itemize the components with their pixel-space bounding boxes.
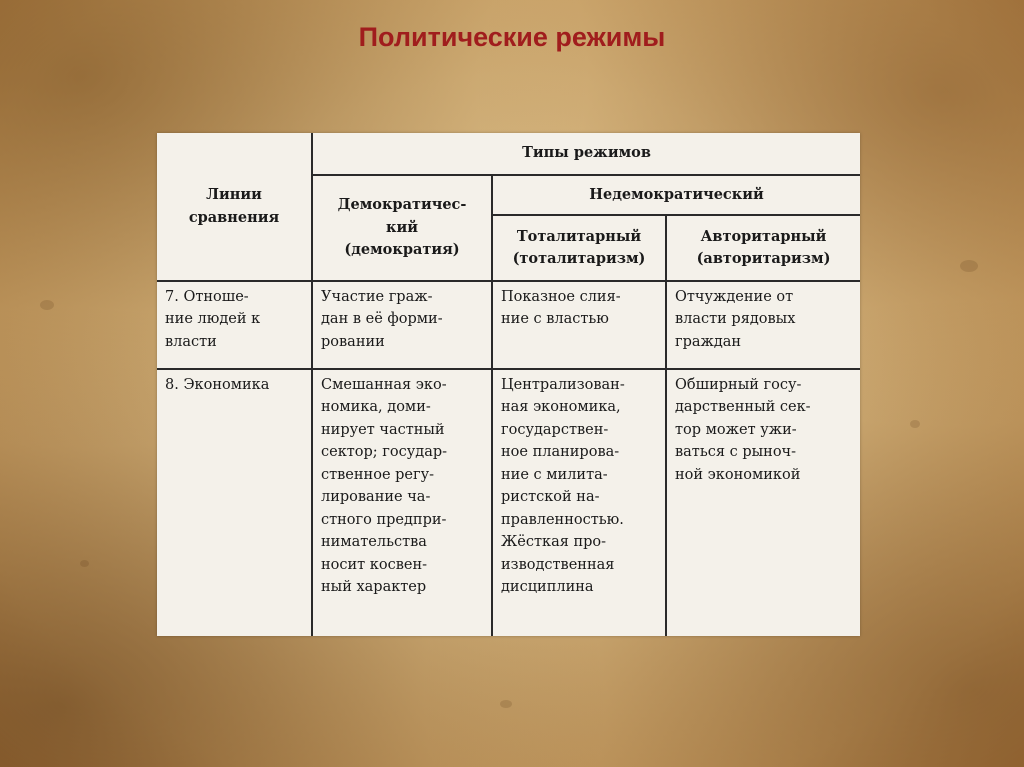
header-totalitarian xyxy=(492,215,666,281)
text-line: 7. Отноше- xyxy=(165,289,249,305)
row-power-relation-democratic xyxy=(312,281,492,369)
regimes-comparison-table xyxy=(157,133,860,636)
text-line: ние с милита- xyxy=(501,466,608,483)
row-power-relation-label xyxy=(157,281,312,369)
text-line: (демократия) xyxy=(344,241,460,259)
comparison-table-sheet xyxy=(157,133,860,636)
text-line: государствен- xyxy=(501,421,609,438)
text-line: граждан xyxy=(675,333,742,350)
row-power-relation-totalitarian xyxy=(492,281,666,369)
row-economy-authoritarian xyxy=(666,369,860,636)
text-line: Отчуждение от xyxy=(675,289,794,305)
text-line: Обширный госу- xyxy=(675,377,802,393)
text-line: ровании xyxy=(321,333,385,350)
text-line: нимательства xyxy=(321,534,427,551)
text-line: лирование ча- xyxy=(321,489,431,506)
header-comparison-lines xyxy=(157,133,312,281)
text-line: сектор; государ- xyxy=(321,444,448,461)
text-line: ристской на- xyxy=(501,489,600,506)
text-line: ние людей к xyxy=(165,311,261,328)
text-line: кий xyxy=(386,218,418,236)
text-line: дарственный сек- xyxy=(675,399,811,416)
text-line: 8. Экономика xyxy=(165,377,270,393)
text-line: Централизован- xyxy=(501,377,625,393)
text-line: изводственная xyxy=(501,556,615,573)
text-line: Тоталитарный xyxy=(516,227,642,245)
text-line: Смешанная эко- xyxy=(321,377,447,393)
text-line: власти рядовых xyxy=(675,311,796,328)
text-line: (авторитаризм) xyxy=(696,250,831,267)
text-line: ние с властью xyxy=(501,311,609,328)
text-line: стного предпри- xyxy=(321,511,447,528)
text-line: правленностью. xyxy=(501,511,624,528)
row-power-relation-authoritarian xyxy=(666,281,860,369)
text-line: ная экономика, xyxy=(501,399,621,416)
text-line: ной экономикой xyxy=(675,466,801,483)
text-line: Линии xyxy=(206,186,262,204)
header-democratic xyxy=(312,175,492,281)
text-line: нирует частный xyxy=(321,421,445,438)
text-line: ваться с рыноч- xyxy=(675,444,797,461)
text-line: Демократичес- xyxy=(337,196,467,214)
text-line: носит косвен- xyxy=(321,556,428,573)
text-line: Участие граж- xyxy=(321,289,433,305)
text-line: ный характер xyxy=(321,579,427,596)
text-line: власти xyxy=(165,333,217,350)
text-line: Жёсткая про- xyxy=(501,534,607,551)
text-line: (тоталитаризм) xyxy=(512,250,646,267)
text-line: номика, доми- xyxy=(321,399,431,416)
row-economy-label xyxy=(157,369,312,636)
table-row xyxy=(157,369,860,636)
text-line: дисциплина xyxy=(501,579,594,596)
text-line: ное планирова- xyxy=(501,444,620,461)
row-economy-democratic xyxy=(312,369,492,636)
text-line: ственное регу- xyxy=(321,466,435,483)
row-economy-totalitarian xyxy=(492,369,666,636)
text-line: тор может ужи- xyxy=(675,421,797,438)
table-row xyxy=(157,281,860,369)
text-line: Показное слия- xyxy=(501,289,621,305)
header-nondemocratic: Недемократический xyxy=(492,175,860,215)
text-line: Авторитарный xyxy=(700,227,827,245)
text-line: дан в её форми- xyxy=(321,311,443,328)
header-authoritarian xyxy=(666,215,860,281)
page-title: Политические режимы xyxy=(358,22,666,52)
text-line: сравнения xyxy=(188,208,280,226)
header-regime-types: Типы режимов xyxy=(312,133,860,175)
